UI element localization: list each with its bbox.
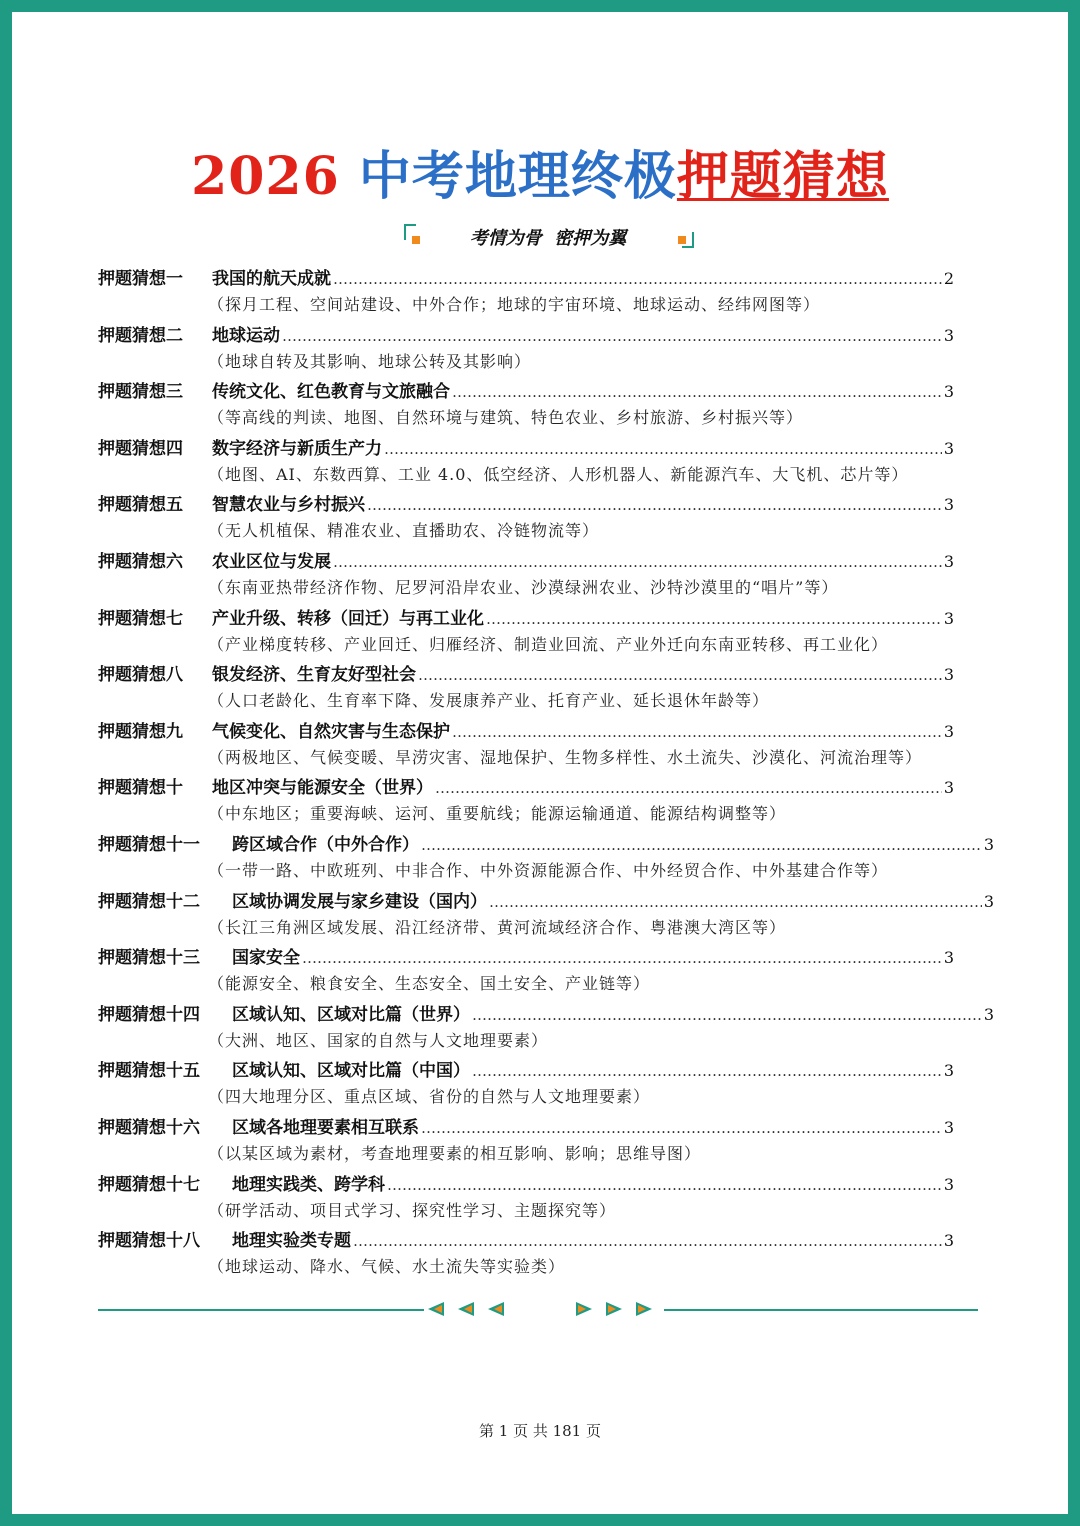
- toc-entry-page: 2: [943, 269, 954, 288]
- toc-entry-page: 3: [943, 382, 954, 401]
- toc-entry[interactable]: [98, 1113, 954, 1137]
- toc-entry-page: 3: [943, 1061, 954, 1080]
- toc-entry-description: （中东地区；重要海峡、运河、重要航线；能源运输通道、能源结构调整等）: [208, 804, 787, 823]
- toc-entry-page: 3: [943, 1231, 954, 1250]
- toc-entry-number: 押题猜想十五: [98, 1061, 200, 1081]
- toc-entry-description: （一带一路、中欧班列、中非合作、中外资源能源合作、中外经贸合作、中外基建合作等）: [208, 861, 889, 880]
- arrow-left-icon: [458, 1302, 474, 1316]
- toc-entry-number: 押题猜想九: [98, 722, 183, 742]
- toc-entry-description: （大洲、地区、国家的自然与人文地理要素）: [208, 1031, 549, 1050]
- title-part2: 押题猜想: [676, 146, 889, 207]
- toc-entry-number: 押题猜想十三: [98, 948, 200, 968]
- toc-entry-number: 押题猜想十七: [98, 1175, 200, 1195]
- toc-entry-title: 地理实践类、跨学科: [232, 1175, 385, 1195]
- toc-leader-dots: [353, 1232, 942, 1250]
- toc-entry-description: （人口老龄化、生育率下降、发展康养产业、托育产业、延长退休年龄等）: [208, 691, 770, 710]
- toc-leader-dots: [282, 327, 942, 345]
- toc-entry-number: 押题猜想十二: [98, 892, 200, 912]
- toc-leader-dots: [333, 553, 942, 571]
- toc-entry-title: 地球运动: [212, 326, 280, 346]
- toc-entry[interactable]: [98, 1056, 954, 1080]
- toc-entry-number: 押题猜想三: [98, 382, 183, 402]
- document-page: [12, 12, 1068, 1514]
- toc-entry-description: （以某区域为素材，考查地理要素的相互影响、影响；思维导图）: [208, 1144, 702, 1163]
- toc-entry[interactable]: [98, 321, 954, 345]
- toc-entry-page: 3: [983, 892, 994, 911]
- motto-banner: [404, 218, 694, 252]
- toc-entry[interactable]: [98, 604, 954, 628]
- arrow-left-icon: [488, 1302, 504, 1316]
- toc-entry-number: 押题猜想五: [98, 495, 183, 515]
- title-year: 2026: [191, 146, 340, 207]
- toc-leader-dots: [333, 270, 942, 288]
- toc-entry-description: （东南亚热带经济作物、尼罗河沿岸农业、沙漠绿洲农业、沙特沙漠里的“唱片”等）: [208, 578, 839, 597]
- toc-entry[interactable]: [98, 434, 954, 458]
- toc-entry-description: （四大地理分区、重点区域、省份的自然与人文地理要素）: [208, 1087, 651, 1106]
- bracket-right-icon: [682, 232, 694, 248]
- toc-entry-description: （能源安全、粮食安全、生态安全、国土安全、产业链等）: [208, 974, 651, 993]
- toc-entry-number: 押题猜想十一: [98, 835, 200, 855]
- toc-entry-title: 区域认知、区域对比篇（世界）: [232, 1005, 470, 1025]
- toc-entry-page: 3: [983, 1005, 994, 1024]
- toc-leader-dots: [435, 779, 942, 797]
- toc-entry-title: 智慧农业与乡村振兴: [212, 495, 365, 515]
- toc-entry-number: 押题猜想七: [98, 609, 183, 629]
- toc-leader-dots: [418, 666, 942, 684]
- toc-entry-description: （探月工程、空间站建设、中外合作；地球的宇宙环境、地球运动、经纬网图等）: [208, 295, 821, 314]
- toc-leader-dots: [452, 723, 942, 741]
- toc-leader-dots: [421, 1119, 942, 1137]
- toc-entry-description: （地球运动、降水、气候、水土流失等实验类）: [208, 1257, 566, 1276]
- toc-entry-page: 3: [943, 1175, 954, 1194]
- toc-entry[interactable]: [98, 490, 954, 514]
- arrow-right-icon: [576, 1302, 592, 1316]
- toc-entry-page: 3: [943, 1118, 954, 1137]
- toc-entry[interactable]: [98, 377, 954, 401]
- divider-line-right: [664, 1309, 978, 1311]
- toc-entry-description: （两极地区、气候变暖、旱涝灾害、湿地保护、生物多样性、水土流失、沙漠化、河流治理等）: [208, 748, 923, 767]
- toc-entry-number: 押题猜想六: [98, 552, 183, 572]
- toc-entry-title: 跨区域合作（中外合作）: [232, 835, 419, 855]
- toc-entry[interactable]: [98, 1170, 954, 1194]
- toc-entry-page: 3: [943, 609, 954, 628]
- toc-leader-dots: [421, 836, 982, 854]
- toc-entry-page: 3: [943, 665, 954, 684]
- toc-entry-number: 押题猜想八: [98, 665, 183, 685]
- motto-text: 考情为骨 密押为翼: [469, 228, 627, 249]
- page-title: [12, 145, 1068, 209]
- toc-entry-page: 3: [943, 948, 954, 967]
- toc-leader-dots: [489, 893, 982, 911]
- toc-entry-title: 地区冲突与能源安全（世界）: [212, 778, 433, 798]
- toc-entry-title: 区域认知、区域对比篇（中国）: [232, 1061, 470, 1081]
- toc-entry-page: 3: [943, 778, 954, 797]
- toc-entry-page: 3: [943, 495, 954, 514]
- toc-leader-dots: [452, 383, 942, 401]
- toc-entry-number: 押题猜想十八: [98, 1231, 200, 1251]
- toc-entry-title: 农业区位与发展: [212, 552, 331, 572]
- toc-entry-description: （产业梯度转移、产业回迁、归雁经济、制造业回流、产业外迁向东南亚转移、再工业化）: [208, 635, 889, 654]
- page-footer: 第 1 页 共 181 页: [478, 1422, 601, 1440]
- toc-entry[interactable]: [98, 1000, 994, 1024]
- toc-leader-dots: [384, 440, 942, 458]
- title-part1: 中考地理终极: [358, 146, 677, 207]
- toc-entry-title: 气候变化、自然灾害与生态保护: [212, 722, 450, 742]
- toc-entry-description: （长江三角洲区域发展、沿江经济带、黄河流域经济合作、粤港澳大湾区等）: [208, 918, 787, 937]
- toc-entry-number: 押题猜想十六: [98, 1118, 200, 1138]
- toc-entry-title: 地理实验类专题: [232, 1231, 351, 1251]
- toc-leader-dots: [367, 496, 942, 514]
- toc-entry-title: 我国的航天成就: [212, 269, 331, 289]
- section-divider: [98, 1298, 978, 1322]
- toc-entry-title: 产业升级、转移（回迁）与再工业化: [212, 609, 484, 629]
- toc-entry-description: （无人机植保、精准农业、直播助农、冷链物流等）: [208, 521, 600, 540]
- toc-leader-dots: [472, 1006, 982, 1024]
- arrow-right-icon: [636, 1302, 652, 1316]
- toc-entry-title: 区域协调发展与家乡建设（国内）: [232, 892, 487, 912]
- toc-entry[interactable]: [98, 943, 954, 967]
- toc-entry-page: 3: [943, 722, 954, 741]
- square-left-icon: [412, 236, 420, 244]
- toc-leader-dots: [472, 1062, 942, 1080]
- toc-entry-page: 3: [943, 326, 954, 345]
- toc-entry-description: （地球自转及其影响、地球公转及其影响）: [208, 352, 532, 371]
- toc-leader-dots: [387, 1176, 942, 1194]
- toc-entry[interactable]: [98, 717, 954, 741]
- toc-entry-page: 3: [943, 552, 954, 571]
- toc-entry-number: 押题猜想二: [98, 326, 183, 346]
- toc-entry-description: （研学活动、项目式学习、探究性学习、主题探究等）: [208, 1201, 617, 1220]
- toc-entry[interactable]: [98, 830, 994, 854]
- toc-leader-dots: [486, 610, 942, 628]
- toc-entry-description: （地图、AI、东数西算、工业 4.0、低空经济、人形机器人、新能源汽车、大飞机、芯片等）: [208, 465, 909, 484]
- toc-entry[interactable]: [98, 887, 994, 911]
- toc-entry[interactable]: [98, 547, 954, 571]
- toc-leader-dots: [302, 949, 942, 967]
- toc-entry-title: 国家安全: [232, 948, 300, 968]
- toc-entry-title: 传统文化、红色教育与文旅融合: [212, 382, 450, 402]
- arrow-left-icon: [428, 1302, 444, 1316]
- toc-entry[interactable]: [98, 773, 954, 797]
- toc-entry-number: 押题猜想四: [98, 439, 183, 459]
- toc-entry-title: 银发经济、生育友好型社会: [212, 665, 416, 685]
- toc-entry-title: 数字经济与新质生产力: [212, 439, 382, 459]
- toc-entry-number: 押题猜想一: [98, 269, 183, 289]
- toc-entry-number: 押题猜想十四: [98, 1005, 200, 1025]
- toc-entry-page: 3: [983, 835, 994, 854]
- toc-entry-description: （等高线的判读、地图、自然环境与建筑、特色农业、乡村旅游、乡村振兴等）: [208, 408, 804, 427]
- arrow-right-icon: [606, 1302, 622, 1316]
- toc-entry-page: 3: [943, 439, 954, 458]
- toc-entry-number: 押题猜想十: [98, 778, 183, 798]
- divider-line-left: [98, 1309, 424, 1311]
- toc-entry[interactable]: [98, 660, 954, 684]
- toc-entry[interactable]: [98, 1226, 954, 1250]
- toc-entry-title: 区域各地理要素相互联系: [232, 1118, 419, 1138]
- toc-entry[interactable]: [98, 264, 954, 288]
